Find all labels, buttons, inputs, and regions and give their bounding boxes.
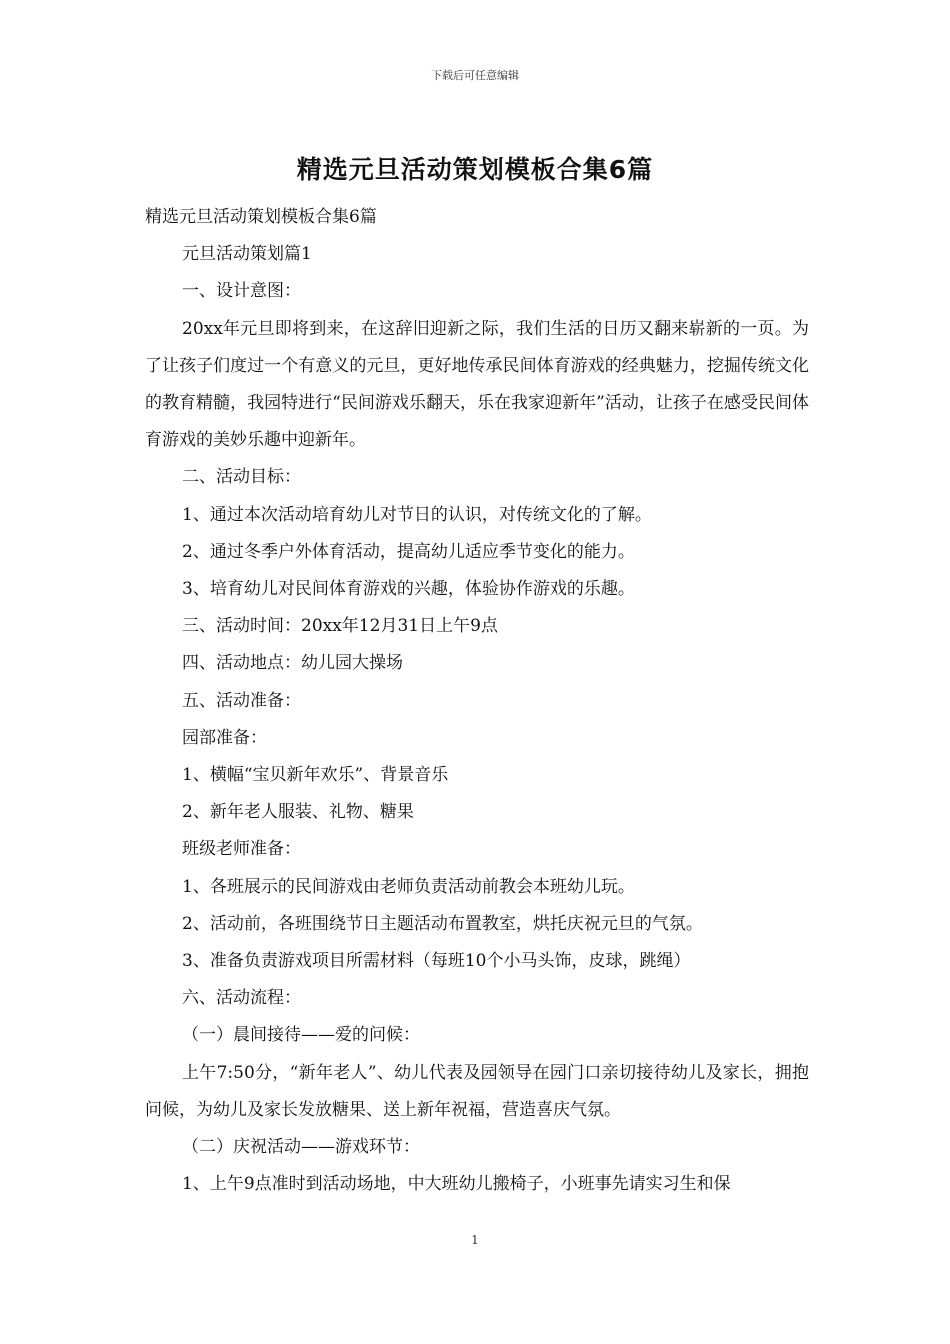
paragraph: 园部准备：: [182, 727, 267, 748]
paragraph: 四、活动地点：幼儿园大操场: [182, 653, 403, 674]
paragraph: 五、活动准备：: [182, 690, 301, 711]
paragraph: 元旦活动策划篇1: [182, 244, 312, 265]
paragraph: 1、各班展示的民间游戏由老师负责活动前教会本班幼儿玩。: [182, 876, 635, 897]
paragraph: 2、通过冬季户外体育活动，提高幼儿适应季节变化的能力。: [182, 541, 635, 562]
document-body: [145, 199, 809, 1203]
paragraph: 二、活动目标：: [182, 467, 301, 488]
paragraph: 一、设计意图：: [182, 281, 301, 302]
paragraph: 六、活动流程：: [182, 988, 301, 1009]
page-number: 1: [471, 1233, 479, 1247]
document-title: 精选元旦活动策划模板合集6篇: [296, 155, 654, 184]
paragraph: 上午7:50分，“新年老人”、幼儿代表及园领导在园门口亲切接待幼儿及家长，拥抱问候，为幼儿及家长发放糖果、送上新年祝福，营造喜庆气氛。: [145, 1062, 809, 1120]
subtitle-line: 精选元旦活动策划模板合集6篇: [145, 207, 377, 227]
paragraph: （二）庆祝活动——游戏环节：: [182, 1137, 420, 1158]
paragraph: 1、通过本次活动培育幼儿对节日的认识，对传统文化的了解。: [182, 504, 652, 525]
paragraph: 2、活动前，各班围绕节日主题活动布置教室，烘托庆祝元旦的气氛。: [182, 913, 703, 934]
paragraph: 班级老师准备：: [182, 839, 301, 860]
paragraph: （一）晨间接待——爱的问候：: [182, 1025, 420, 1046]
paragraph: 20xx年元旦即将到来，在这辞旧迎新之际，我们生活的日历又翻来崭新的一页。为了让孩子们度过一个有意义的元旦，更好地传承民间体育游戏的经典魅力，挖掘传统文化的教育精髓，我园特进行“民间游戏乐翻天，乐在我家迎新年”活动，让孩子在感受民间体育游戏的美妙乐趣中迎新年。: [145, 318, 809, 451]
paragraph: 3、准备负责游戏项目所需材料（每班10个小马头饰，皮球，跳绳）: [182, 951, 691, 972]
paragraph: 2、新年老人服装、礼物、糖果: [182, 802, 414, 823]
page-header: 下载后可任意编辑: [431, 69, 519, 82]
paragraph: 三、活动时间：20xx年12月31日上午9点: [182, 616, 498, 637]
paragraph: 1、横幅“宝贝新年欢乐”、背景音乐: [182, 765, 449, 786]
paragraph: 1、上午9点准时到活动场地，中大班幼儿搬椅子，小班事先请实习生和保: [182, 1174, 731, 1195]
paragraph: 3、培育幼儿对民间体育游戏的兴趣，体验协作游戏的乐趣。: [182, 579, 635, 600]
